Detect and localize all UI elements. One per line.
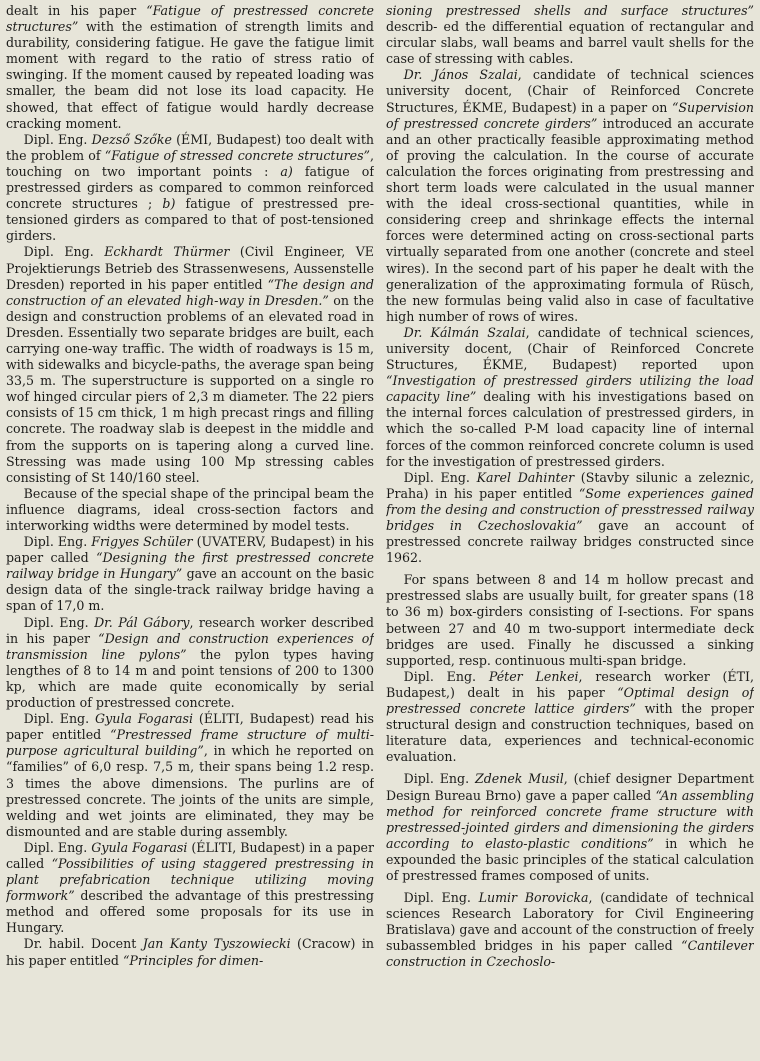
left-column-paragraph <box>6 615 374 712</box>
italic-text: “Optimal design of prestressed concrete lattice girders” <box>386 684 754 717</box>
italic-text: Gyula Fogarasi <box>95 711 194 727</box>
text-run: on the design and construction problems of an elevated road in Dresden. Essentially two separate bridges are built, each carrying one-way traffic. The width of roadways is 15 m, with sidewalks and bicycle-paths, the average span being 33,5 m. The superstructure is supported on a single ro wof hinged circular piers of 2,3 m diameter. The 22 piers consists of 15 cm thick, 1 m high precast rings and filling concrete. The roadway slab is deepest in the middle and from the supports on is tapering along a curved line. Stressing was made using 100 Mp stressing cables consisting of St 140/160 steel. <box>6 292 374 485</box>
italic-text: “Fatigue of prestressed concrete structures” <box>6 3 374 35</box>
text-run: gave an account on the basic design data of the single-track railway bridge having a span of 17,0 m. <box>6 566 374 614</box>
text-run: Dipl. Eng. <box>23 244 105 260</box>
left-column-paragraph <box>6 132 374 245</box>
left-column-paragraph <box>6 3 374 132</box>
italic-text: Frigyes Schüler <box>91 534 193 550</box>
italic-text: Jan Kanty Tyszowiecki <box>142 936 291 952</box>
italic-text: “Some experiences gained from the desing and construction of presstressed railway bridges in Czechoslovakia” <box>386 485 754 533</box>
italic-text: “Prestressed frame structure of multi-purpose agricultural building” <box>6 727 374 759</box>
text-run: gave an account of prestressed concrete railway bridges constructed since 1962. <box>386 518 754 566</box>
text-run: with the estimation of strength limits and durability, considering fatigue. He gave the fatigue limit moment with regard to the ratio of stress ratio of swinging. If the moment caused by repeated loading was smaller, the beam did not lose its load capacity. He showed, that effect of fatigue would hardly decrease cracking moment. <box>6 19 374 131</box>
text-run: , research worker (ÉTI, Budapest,) dealt in his paper <box>386 668 754 700</box>
italic-text: Dr. Pál Gábory <box>94 614 190 630</box>
text-run: Dipl. Eng. <box>23 614 95 630</box>
text-run: fatigue of prestressed girders as compared to common reinforced concrete structures ; <box>6 163 374 212</box>
text-run: (Civil Engineer, VE Projektierungs Betrieb des Strassenwesens, Aussenstelle Dresden) reported in his paper entitled <box>6 244 374 292</box>
left-column <box>6 3 374 1061</box>
text-run: , touching on two important points : <box>6 147 374 179</box>
text-run: (Cracow) in his paper entitled <box>6 936 374 968</box>
text-run: , candidate of technical sciences, university docent, (Chair of Reinforced Concrete Structures, ÉKME, Budapest) reported upon <box>386 324 754 373</box>
text-run: Because of the special shape of the principal beam the influence diagrams, ideal cross-section factors and interworking widths were determined by model tests. <box>6 485 374 533</box>
italic-text: Dezső Szőke <box>91 131 172 147</box>
right-column-paragraph <box>386 67 754 325</box>
left-column-paragraph <box>6 534 374 614</box>
italic-text: “Possibilities of using staggered prestressing in plant prefabrication technique utilizing moving formwork” <box>6 855 374 904</box>
text-run: , (candidate of technical sciences Research Laboratory for Civil Engineering Bratislava) gave and account of the construction of freely subassembled bridges in his paper called <box>386 890 754 954</box>
right-column-paragraph <box>386 572 754 669</box>
right-column-paragraph <box>386 3 754 67</box>
left-column-paragraph <box>6 711 374 840</box>
text-run: Dipl. Eng. <box>403 668 489 684</box>
text-run: with the proper structural design and construction techniques, based on literature data, experiences and technical-economic evaluation. <box>386 701 754 765</box>
text-run: the pylon types having lengthes of 8 to 14 m and point tensions of 200 to 1300 kp, which are made quite economically by serial production of prestressed concrete. <box>6 646 374 711</box>
italic-text: Zdenek Musil <box>474 771 564 787</box>
italic-text: “Design and construction experiences of transmission line pylons” <box>6 630 374 662</box>
italic-text: Lumir Borovicka <box>478 890 589 906</box>
right-column-paragraph <box>386 890 754 970</box>
italic-text: “Fatigue of stressed concrete structures” <box>104 147 370 163</box>
italic-text: Dr. János Szalai <box>403 67 518 83</box>
text-run: , (chief designer Department Design Bureau Brno) gave a paper called <box>386 771 754 803</box>
right-column <box>386 3 754 1061</box>
text-run: Dipl. Eng. <box>403 771 475 787</box>
text-run: Dipl. Eng. <box>23 534 92 550</box>
text-run: Dr. habil. Docent <box>23 936 143 952</box>
italic-text: “Designing the first prestressed concrete railway bridge in Hungary” <box>6 550 374 582</box>
right-column-paragraph <box>386 325 754 470</box>
italic-text: Dr. Kálmán Szalai <box>403 324 526 340</box>
text-run: Dipl. Eng. <box>23 131 92 147</box>
text-run: (ÉLITI, Budapest) in a paper called <box>6 839 374 871</box>
text-run: Dipl. Eng. <box>23 711 96 727</box>
text-run: fatigue of prestressed pre-tensioned girders as compared to that of post-tensioned girders. <box>6 196 374 244</box>
text-run: introduced an accurate and an other practically feasible approximating method of proving the calculation. In the course of accurate calculation the forces originating from prestressing and short term loads were calculated in the usual manner with the ideal cross-sectional quantities, while in considering creep and shrinkage effects the internal forces were determined acting on cross-sectional parts virtually separated from one another (concrete and steel wires). In the second part of his paper he dealt with the generalization of the approximating formula of Rüsch, the new formulas being valid also in case of facultative high number of rows of wires. <box>386 115 754 324</box>
italic-text: Péter Lenkei <box>488 668 579 684</box>
text-run: describ- ed the differential equation of rectangular and circular slabs, wall beams and barrel vault shells for the case of stressing with cables. <box>386 19 754 67</box>
text-run: Dipl. Eng. <box>403 890 479 906</box>
italic-text: “Principles for dimen- <box>122 952 264 968</box>
text-run: Dipl. Eng. <box>23 839 92 855</box>
text-run: in which he expounded the basic principles of the statical calculation of prestressed frames composed of units. <box>386 835 754 883</box>
italic-text: “Cantilever construction in Czechoslo- <box>386 938 754 970</box>
text-run: , in which he reported on “families” of 6,0 resp. 7,5 m, their spans being 1.2 resp. 3 times the above dimensions. The purlins are of prestressed concrete. The joints of the units are simple, welding and wet joints are eliminated, they may be dismounted and are stable during assembly. <box>6 743 374 839</box>
left-column-paragraph <box>6 486 374 534</box>
italic-text: Eckhardt Thürmer <box>104 244 230 260</box>
italic-text: “Investigation of prestressed girders utilizing the load capacity line” <box>386 373 754 405</box>
italic-text: a) <box>280 163 293 179</box>
text-run: described the advantage of this prestressing method and offered some proposals for its use in Hungary. <box>6 888 374 936</box>
text-run: Dipl. Eng. <box>403 469 477 485</box>
left-column-paragraph <box>6 840 374 937</box>
text-run: dealt in his paper <box>6 3 147 18</box>
italic-text: sioning prestressed shells and surface structures” <box>386 3 754 18</box>
text-run: For spans between 8 and 14 m hollow precast and prestressed slabs are usually built, for greater spans (18 to 36 m) box-girders consisting of I-sections. For spans between 27 and 40 m two-support intermediate deck bridges are used. Finally he discussed a sinking supported, resp. continuous multi-span bridge. <box>386 572 754 668</box>
italic-text: Gyula Fogarasi <box>91 839 188 855</box>
left-column-paragraph <box>6 936 374 968</box>
text-run: (Stavby silunic a zeleznic, Praha) in his paper entitled <box>386 469 754 501</box>
text-run: dealing with his investigations based on the internal forces calculation of prestressed girders, in which the so-called P-M load capacity line of internal forces of the common reinforced concrete column is used for the investigation of prestressed girders. <box>386 389 754 469</box>
text-run: (ÉLITI, Budapest) read his paper entitled <box>6 711 374 743</box>
left-column-paragraph <box>6 244 374 485</box>
text-run: (ÉMI, Budapest) too dealt with the problem of <box>6 131 374 163</box>
text-run: , research worker described in his paper <box>6 614 374 646</box>
italic-text: b) <box>162 196 176 212</box>
right-column-paragraph <box>386 669 754 766</box>
text-run: (UVATERV, Budapest) in his paper called <box>6 534 374 566</box>
right-column-paragraph <box>386 470 754 567</box>
italic-text: Karel Dahinter <box>476 469 575 485</box>
text-run: , candidate of technical sciences university docent, (Chair of Reinforced Concrete Structures, ÉKME, Budapest) in a paper on <box>386 67 754 115</box>
italic-text: “Supervision of prestressed concrete girders” <box>386 99 754 131</box>
italic-text: “The design and construction of an elevated high-way in Dresden.” <box>6 276 374 308</box>
italic-text: “An assembling method for reinforced concrete frame structure with prestressed-jointed girders and dimensioning the girders according to elasto-plastic conditions” <box>386 787 754 851</box>
right-column-paragraph <box>386 771 754 884</box>
